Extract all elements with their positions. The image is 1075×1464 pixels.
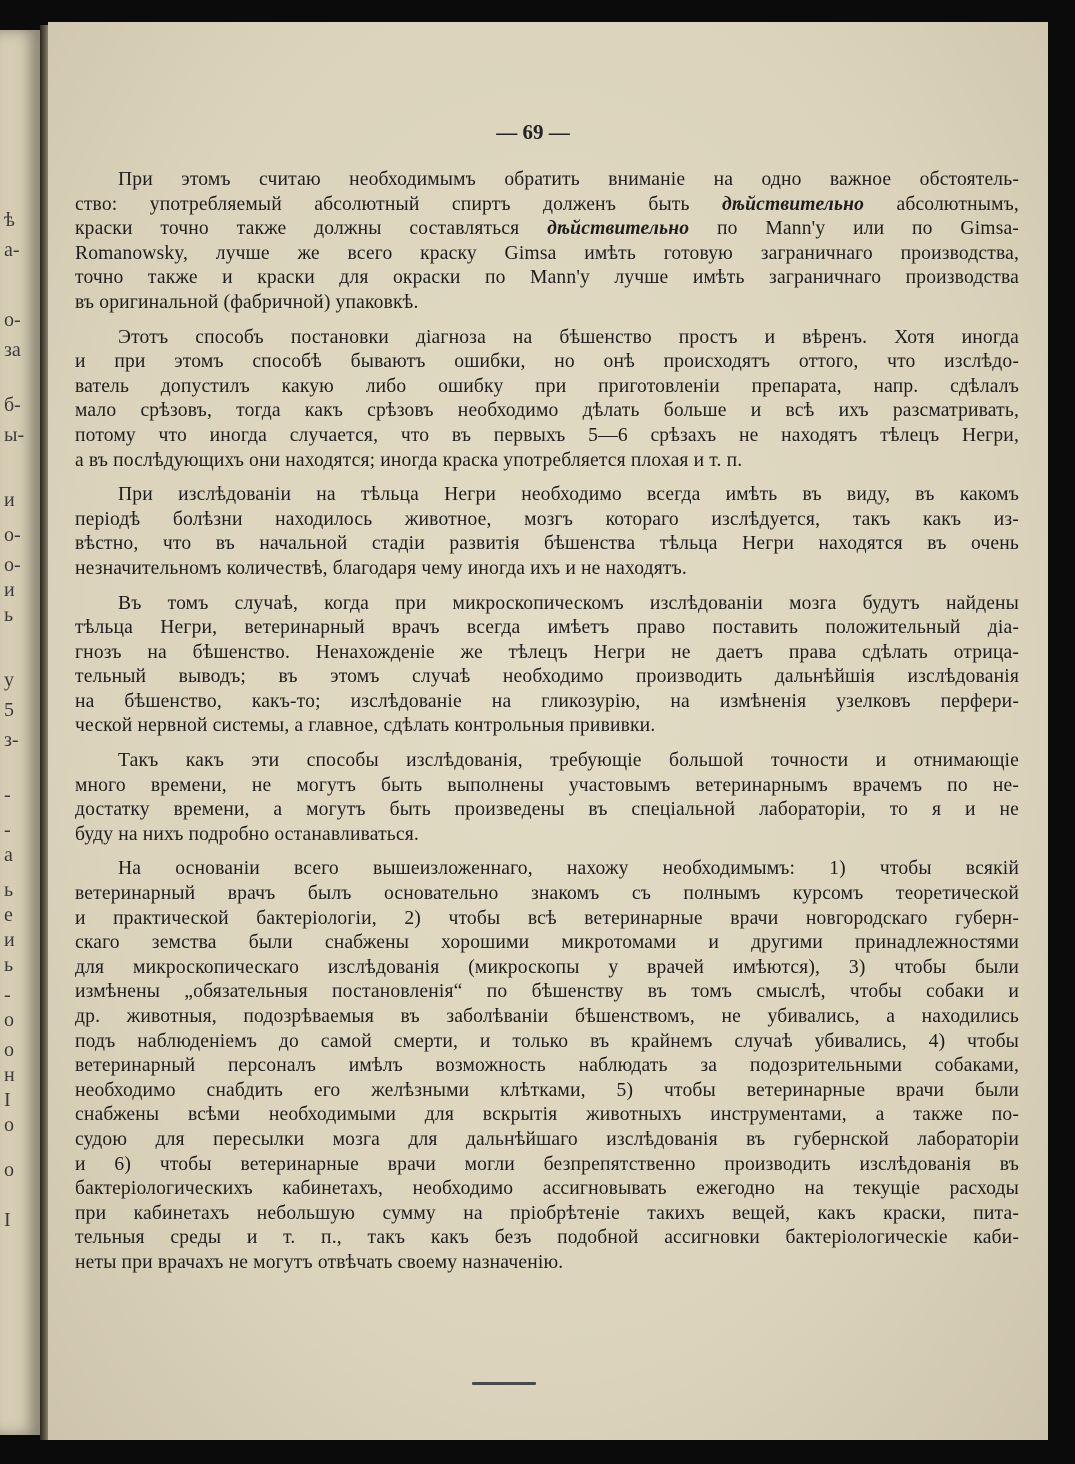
text-line: Такъ какъ эти способы изслѣдованія, требующіе большой точности и отнимающіе — [118, 750, 1019, 772]
text-line: гнозъ на бѣшенство. Ненахожденіе же тѣлецъ Негри не даетъ права сдѣлать отрица- — [75, 641, 1019, 663]
facing-page-fragment: н — [4, 1064, 15, 1086]
facing-page-fragment: - — [4, 784, 11, 806]
facing-page-fragment: ь — [4, 879, 14, 901]
text-line: др. животныя, подозрѣваемыя въ заболѣваніи бѣшенствомъ, не убивались, а находились — [75, 1006, 1019, 1027]
text-line: буду на нихъ подробно останавливаться. — [75, 823, 419, 845]
paragraph — [75, 857, 1019, 1275]
facing-page-fragment: у — [4, 669, 14, 691]
emphasized-word: дѣйствительно — [547, 218, 690, 240]
text-line: снабжены всѣми необходимыми для вскрытія животныхъ инструментами, а также по- — [75, 1104, 1019, 1126]
text-line: Въ томъ случаѣ, когда при микроскопическомъ изслѣдованіи мозга будутъ найдены — [118, 592, 1019, 614]
facing-page-fragment: о- — [4, 309, 21, 331]
facing-page-fragment: - — [4, 984, 11, 1006]
text-line: при кабинетахъ небольшую сумму на пріобрѣтеніе такихъ вещей, какъ краски, пита- — [75, 1202, 1019, 1224]
paragraph — [75, 749, 1019, 847]
text-line: на бѣшенство, какъ-то; изслѣдованіе на гликозурію, на измѣненія узелковъ перфери- — [75, 690, 1019, 712]
facing-page-fragment: о — [4, 1114, 14, 1136]
facing-page-fragment: ь — [4, 954, 14, 976]
facing-page-fragment: е — [4, 904, 13, 926]
facing-page-fragment: ь — [4, 604, 14, 626]
page-number: — 69 — — [496, 120, 570, 144]
text-line: и 6) чтобы ветеринарные врачи могли безпрепятственно производить изслѣдованія въ — [75, 1153, 1019, 1175]
text-line: тельный выводъ; въ этомъ случаѣ необходимо производить дальнѣйшія изслѣдованія — [75, 666, 1019, 688]
paragraph — [75, 326, 1019, 474]
text-line: краски точно также должны составляться дѣйствительно по Mann'у или по Gimsa- — [75, 218, 1019, 240]
text-line: тельныя среды и т. п., такъ какъ безъ подобной ассигновки бактеріологическіе каби- — [75, 1227, 1019, 1249]
text-line: ветеринарный персоналъ имѣлъ возможность наблюдать за подозрительными собаками, — [75, 1055, 1019, 1077]
facing-page-fragment: 5 — [4, 699, 14, 721]
facing-page-fragment: б- — [4, 394, 21, 416]
text-line: для микроскопическаго изслѣдованія (микроскопы у врачей имѣются), 3) чтобы были — [75, 956, 1019, 978]
facing-page-fragment: - — [4, 819, 11, 841]
emphasized-word: дѣйствительно — [721, 193, 865, 215]
facing-page-fragment: I — [4, 1089, 11, 1111]
text-line: ветеринарный врачъ былъ основательно знакомъ съ полнымъ курсомъ теоретической — [75, 883, 1019, 905]
text-line: мало срѣзовъ, тогда какъ срѣзовъ необходимо дѣлать больше и всѣ ихъ разсматривать, — [75, 400, 1019, 422]
text-line: ческой нервной системы, а главное, сдѣлать контрольныя прививки. — [75, 715, 656, 737]
facing-page-fragment: о- — [4, 554, 21, 576]
facing-page-fragment: за — [4, 339, 21, 361]
text-line: и практической бактеріологіи, 2) чтобы всѣ ветеринарные врачи новгородскаго губерн- — [75, 907, 1019, 929]
text-line: При изслѣдованіи на тѣльца Негри необходимо всегда имѣть въ виду, въ какомъ — [118, 484, 1019, 506]
text-line: много времени, не могутъ быть выполнены участовымъ ветеринарнымъ врачемъ по не- — [75, 774, 1019, 796]
end-rule — [472, 1382, 536, 1385]
text-line: періодѣ болѣзни находилось животное, мозгъ котораго изслѣдуется, такъ какъ из- — [75, 508, 1019, 530]
text-line: а въ послѣдующихъ они находятся; иногда краска употребляется плохая и т. п. — [75, 449, 743, 471]
text-line: неты при врачахъ не могутъ отвѣчать своему назначенію. — [75, 1251, 564, 1273]
text-line: подъ наблюденіемъ до самой смерти, и только въ крайнемъ случаѣ убивались, 4) чтобы — [75, 1030, 1019, 1052]
facing-page-fragment: и — [4, 579, 15, 601]
text-line: Этотъ способъ постановки діагноза на бѣшенство простъ и вѣренъ. Хотя иногда — [118, 326, 1019, 348]
paragraph — [75, 592, 1019, 740]
facing-page-edge — [0, 30, 40, 1435]
facing-page-fragment: а — [4, 844, 13, 866]
text-line: судою для пересылки мозга для дальнѣйшаго изслѣдованія въ губернской лабораторіи — [75, 1128, 1019, 1150]
text-line: Romanowsky, лучше же всего краску Gimsa имѣть готовую заграничнаго производства, — [75, 242, 1019, 264]
text-line: въ оригинальной (фабричной) упаковкѣ. — [75, 291, 419, 313]
text-line: и при этомъ способѣ бываютъ ошибки, но онѣ происходятъ оттого, что изслѣдо- — [75, 351, 1019, 373]
text-line: бактеріологическихъ кабинетахъ, необходимо ассигновывать ежегодно на текущіе расходы — [75, 1178, 1019, 1200]
facing-page-fragment: и — [4, 489, 15, 511]
facing-page-fragment: а- — [4, 239, 20, 261]
text-line: На основаніи всего вышеизложеннаго, нахожу необходимымъ: 1) чтобы всякій — [118, 858, 1019, 880]
facing-page-fragment: о- — [4, 524, 21, 546]
text-line: необходимо снабдить его желѣзными клѣтками, 5) чтобы ветеринарные врачи были — [75, 1079, 1019, 1101]
text-line: точно также и краски для окраски по Mann'у лучше имѣть заграничнаго производства — [75, 267, 1019, 289]
facing-page-fragment: з- — [4, 729, 19, 751]
text-line: достатку времени, а могутъ быть произведены въ спеціальной лабораторіи, то я и не — [75, 799, 1019, 821]
paragraph — [75, 168, 1019, 316]
text-line: ство: употребляемый абсолютный спиртъ долженъ быть дѣйствительно абсолютнымъ, — [75, 193, 1019, 215]
text-line: ватель допустилъ какую либо ошибку при приготовленіи препарата, напр. сдѣлалъ — [75, 375, 1019, 397]
scan-background — [1048, 22, 1075, 1440]
text-line: потому что иногда случается, что въ первыхъ 5—6 срѣзахъ не находятъ тѣлецъ Негри, — [75, 424, 1019, 446]
book-page — [48, 22, 1048, 1440]
facing-page-fragment: и — [4, 929, 15, 951]
text-line: незначительномъ количествѣ, благодаря чему иногда ихъ и не находятъ. — [75, 557, 687, 579]
body-text — [75, 168, 1019, 1286]
text-line: скаго земства были снабжены хорошими микротомами и другими принадлежностями — [75, 932, 1019, 954]
text-line: вѣстно, что въ начальной стадіи развитія бѣшенства тѣльца Негри находятся въ очень — [75, 533, 1019, 555]
text-line: измѣнены „обязательныя постановленія“ по бѣшенству въ томъ смыслѣ, чтобы собаки и — [75, 981, 1019, 1003]
text-line: При этомъ считаю необходимымъ обратить вниманіе на одно важное обстоятель- — [118, 169, 1019, 190]
facing-page-fragment: ы- — [4, 424, 25, 446]
facing-page-fragment: о — [4, 1159, 14, 1181]
facing-page-fragment: ѣ — [4, 209, 15, 231]
text-line: тѣльца Негри, ветеринарный врачъ всегда имѣетъ право поставить положительный діа- — [75, 617, 1019, 639]
facing-page-fragment: о — [4, 1009, 14, 1031]
facing-page-fragment: I — [4, 1209, 11, 1231]
paragraph — [75, 483, 1019, 581]
facing-page-fragment: о — [4, 1039, 14, 1061]
